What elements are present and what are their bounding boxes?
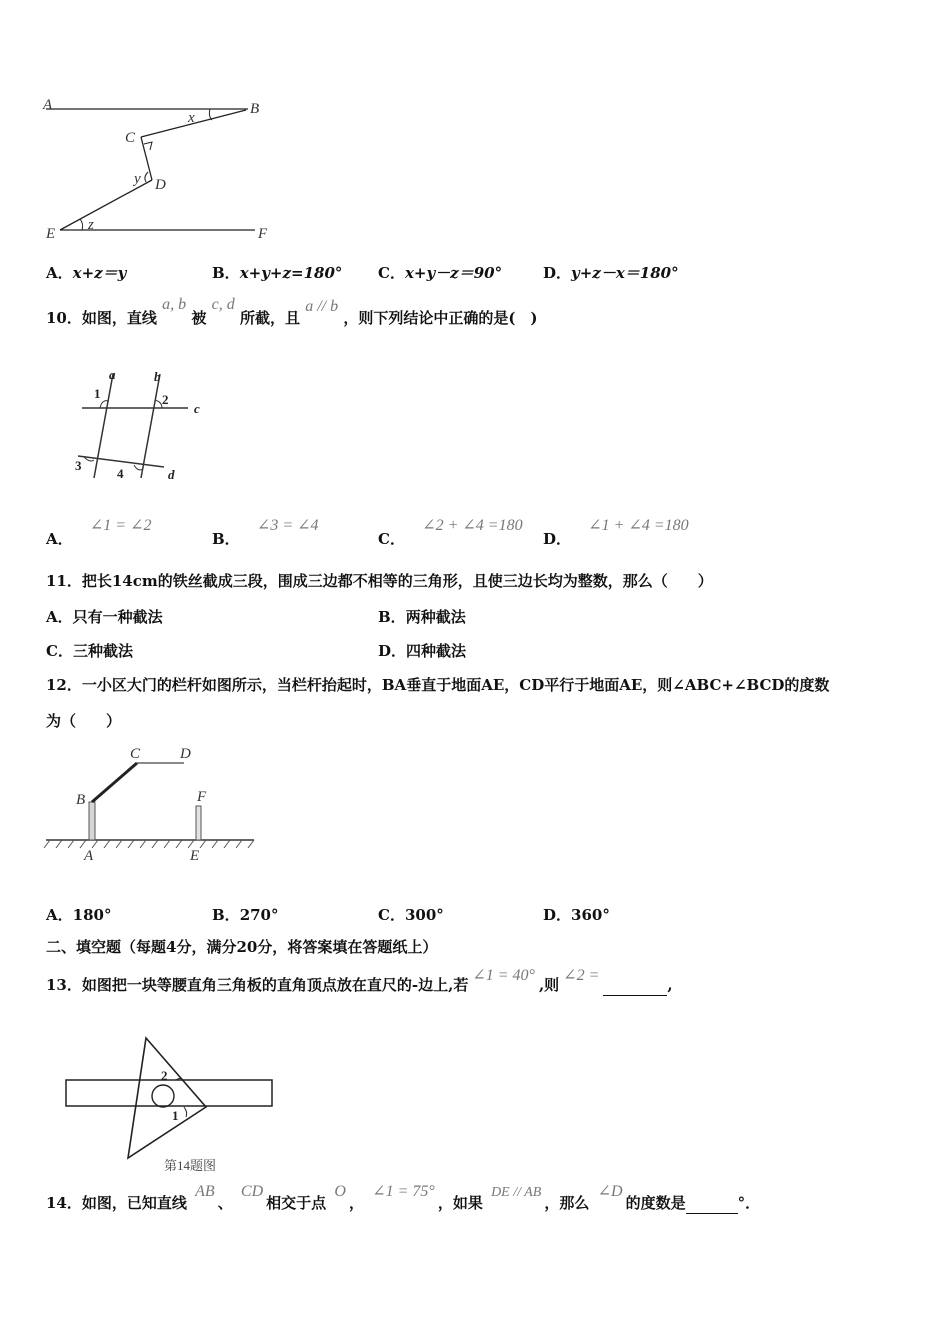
- label-b: b: [154, 369, 161, 384]
- label-B: B: [250, 101, 260, 117]
- q11-option-c: C．三种截法: [46, 642, 133, 660]
- label-E: E: [46, 226, 56, 242]
- barrier-bc: [92, 763, 137, 802]
- post-ab: [89, 802, 95, 840]
- label-B: B: [76, 792, 86, 808]
- label-C: C: [125, 130, 136, 146]
- q12-option-b: B．270°: [212, 906, 279, 924]
- label-d: d: [168, 467, 175, 482]
- q13-answer-blank[interactable]: [603, 975, 667, 996]
- label-D: D: [180, 746, 191, 762]
- q14-stem: 14．如图，已知直线 AB、 CD相交于点 O， ∠1 = 75°，如果 DE // AB，那么 ∠D的度数是 °．: [46, 1183, 761, 1212]
- q12-stem-line1: 12．一小区大门的栏杆如图所示，当栏杆抬起时，BA垂直于地面AE，CD平行于地面AE，则∠ABC+∠BCD的度数: [46, 676, 830, 694]
- q9-option-b: B．x+y+z=180°: [212, 264, 343, 282]
- q11-stem: 11．把长14cm的铁丝截成三段，围成三边都不相等的三角形，且使三边长均为整数，那么（ ）: [46, 572, 713, 590]
- label-x: x: [188, 110, 195, 126]
- right-angle-mark-c: [144, 142, 152, 150]
- label-F: F: [258, 226, 268, 242]
- label-F: F: [197, 789, 207, 805]
- q12-option-d: D．360°: [543, 906, 610, 924]
- q12-option-a: A．180°: [46, 906, 112, 924]
- q10-stem: 10．如图，直线 a, b 被 c, d 所截，且 a // b ，则下列结论中正确的是( ): [46, 296, 538, 327]
- q12-option-c: C．300°: [378, 906, 444, 924]
- label-A: A: [84, 848, 94, 864]
- label-4: 4: [117, 466, 124, 481]
- q9-option-a: A．x+z＝y: [46, 264, 127, 282]
- q12-figure: [42, 740, 262, 870]
- q13-stem: 13．如图把一块等腰直角三角板的直角顶点放在直尺的-边上,若∠1 = 40°,则∠2 = ,: [46, 967, 673, 994]
- q11-option-a: A．只有一种截法: [46, 608, 163, 626]
- line-b: [141, 374, 160, 478]
- angle-arc-1: [184, 1107, 187, 1117]
- label-a: a: [109, 367, 116, 382]
- angle-arc-4: [134, 465, 143, 470]
- segment-de: [60, 180, 152, 230]
- q10-option-a: A． ∠1 = ∠2: [46, 517, 152, 548]
- q14-answer-blank[interactable]: [686, 1193, 738, 1214]
- q11-option-d: D．四种截法: [378, 642, 467, 660]
- ruler: [66, 1080, 272, 1106]
- label-D: D: [155, 177, 166, 193]
- q13-figure: [60, 1030, 280, 1173]
- q9-option-d: D．y+z－x＝180°: [543, 264, 679, 282]
- q10-option-c: C． ∠2 + ∠4 =180: [378, 517, 523, 548]
- label-1: 1: [172, 1108, 179, 1123]
- label-1: 1: [94, 386, 101, 401]
- label-y: y: [134, 171, 141, 187]
- label-3: 3: [75, 458, 82, 473]
- label-C: C: [130, 746, 141, 762]
- q9-figure: [40, 92, 280, 247]
- label-A: A: [43, 97, 53, 113]
- label-E: E: [190, 848, 200, 864]
- q10-option-d: D． ∠1 + ∠4 =180: [543, 517, 689, 548]
- q12-stem-line2: 为（ ）: [46, 712, 122, 730]
- q10-figure: [68, 366, 218, 491]
- angle-arc-y: [145, 172, 148, 182]
- angle-arc-z: [80, 219, 83, 230]
- section-2-title: 二、填空题（每题4分，满分20分，将答案填在答题纸上）: [46, 938, 438, 956]
- figure-caption: 第14题图: [164, 1158, 217, 1173]
- post-ef: [196, 806, 201, 840]
- label-2: 2: [162, 392, 169, 407]
- label-z: z: [88, 217, 94, 233]
- label-2: 2: [161, 1068, 168, 1083]
- ground-hatch: [44, 840, 254, 848]
- label-c: c: [194, 401, 200, 416]
- q10-option-b: B． ∠3 = ∠4: [212, 517, 319, 548]
- q11-option-b: B．两种截法: [378, 608, 466, 626]
- angle-arc-2: [155, 400, 162, 408]
- q9-option-c: C．x+y－z＝90°: [378, 264, 503, 282]
